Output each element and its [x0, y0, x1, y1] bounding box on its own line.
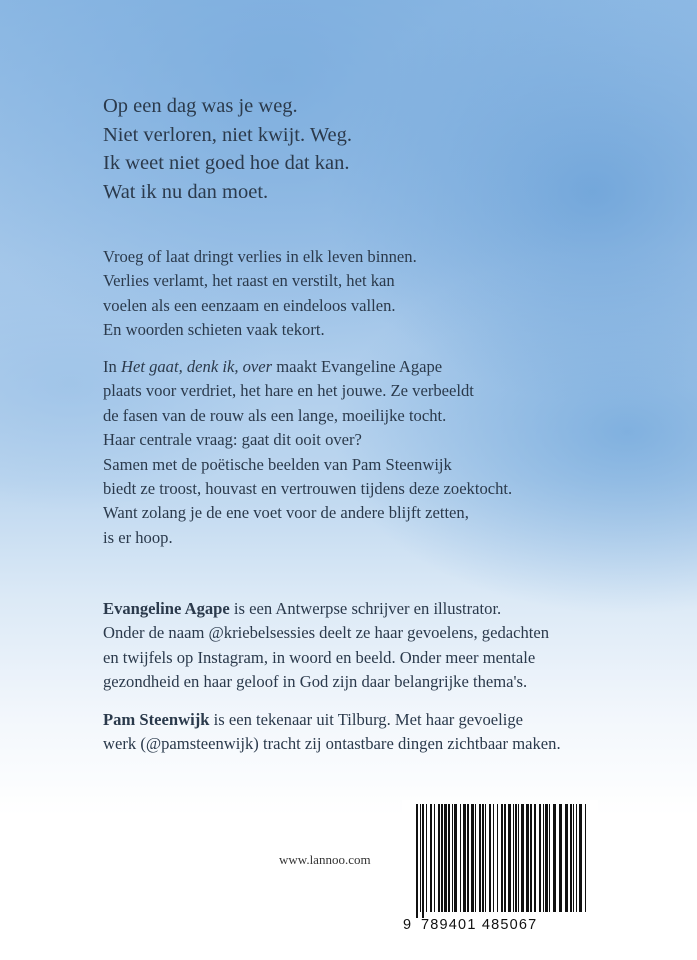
isbn-rest-digits: 789401 485067	[421, 917, 538, 933]
poem-line: Niet verloren, niet kwijt. Weg.	[103, 123, 353, 146]
barcode-bar	[530, 804, 532, 912]
barcode-bar	[508, 804, 511, 912]
barcode-bars-icon	[402, 800, 598, 918]
barcode-bar	[467, 804, 469, 912]
publisher-website[interactable]: www.lannoo.com	[279, 852, 371, 867]
barcode-bar	[463, 804, 466, 912]
blurb-prefix: In	[103, 357, 121, 376]
author-bio	[103, 597, 549, 695]
bio-text: is een tekenaar uit Tilburg. Met haar gevoelige	[209, 710, 523, 729]
barcode-bar	[559, 804, 562, 912]
author-name: Evangeline Agape	[103, 599, 230, 618]
barcode-bar	[441, 804, 443, 912]
poem-line: Wat ik nu dan moet.	[103, 180, 269, 203]
blurb-line: Want zolang je de ene voet voor de andere blijft zetten,	[103, 503, 469, 523]
barcode-bar	[576, 804, 577, 912]
barcode-bar	[549, 804, 550, 912]
barcode-bar	[579, 804, 582, 912]
barcode-bar	[471, 804, 474, 912]
barcode-bar	[479, 804, 481, 912]
barcode-bar	[416, 804, 418, 918]
blurb-intro	[103, 245, 417, 343]
bio-line	[103, 597, 549, 621]
barcode-bar	[482, 804, 484, 912]
barcode-bar	[515, 804, 517, 912]
blurb-line: de fasen van de rouw als een lange, moeilijke tocht.	[103, 405, 447, 425]
barcode-bar	[526, 804, 529, 912]
barcode-bar	[553, 804, 556, 912]
blurb-line: Samen met de poëtische beelden van Pam Steenwijk	[103, 454, 452, 474]
bio-line: Onder de naam @kriebelsessies deelt ze haar gevoelens, gedachten	[103, 623, 550, 643]
barcode-bar	[438, 804, 440, 912]
bio-line: en twijfels op Instagram, in woord en beeld. Onder meer mentale	[103, 647, 536, 667]
barcode-bar	[422, 804, 424, 918]
barcode-bar	[420, 804, 421, 912]
poem	[103, 92, 352, 206]
blurb-suffix: maakt Evangeline Agape	[272, 357, 443, 376]
barcode-bar	[565, 804, 568, 912]
barcode-bar	[434, 804, 435, 912]
illustrator-name: Pam Steenwijk	[103, 710, 210, 729]
barcode-bar	[475, 804, 476, 912]
barcode-bar	[493, 804, 494, 912]
blurb-description	[103, 355, 512, 550]
book-title: Het gaat, denk ik, over	[120, 357, 273, 376]
bio-line: werk (@pamsteenwijk) tracht zij ontastbare dingen zichtbaar maken.	[103, 734, 561, 754]
barcode-bar	[460, 804, 461, 912]
blurb-line: voelen als een eenzaam en eindeloos vallen.	[103, 295, 396, 315]
isbn-first-digit: 9	[403, 917, 413, 933]
barcode-bar	[545, 804, 548, 912]
barcode-bar	[570, 804, 572, 912]
barcode-bar	[489, 804, 491, 912]
blurb-line: is er hoop.	[103, 527, 173, 547]
barcode-bar	[521, 804, 524, 912]
barcode-bar	[513, 804, 514, 912]
barcode-bar	[504, 804, 506, 912]
barcode-bar	[534, 804, 536, 912]
barcode-bar	[539, 804, 541, 912]
barcode-bar	[448, 804, 450, 912]
bio-line	[103, 708, 561, 732]
barcode-bar	[485, 804, 486, 912]
blurb-line: biedt ze troost, houvast en vertrouwen tijdens deze zoektocht.	[103, 479, 513, 499]
barcode-bar	[573, 804, 574, 912]
blurb-line: En woorden schieten vaak tekort.	[103, 320, 325, 340]
blurb-line: Verlies verlamt, het raast en verstilt, het kan	[103, 271, 395, 291]
barcode-bar	[444, 804, 447, 912]
barcode-bar	[497, 804, 498, 912]
barcode-bar	[501, 804, 503, 912]
bio-text: is een Antwerpse schrijver en illustrator.	[229, 599, 502, 618]
barcode-bar	[518, 804, 519, 912]
illustrator-bio	[103, 708, 561, 757]
barcode-bar	[454, 804, 457, 912]
barcode-bar	[543, 804, 544, 912]
blurb-line: Haar centrale vraag: gaat dit ooit over?	[103, 430, 362, 450]
barcode-bar	[426, 804, 427, 912]
poem-line: Op een dag was je weg.	[103, 95, 298, 117]
barcode-bar	[430, 804, 432, 912]
barcode-bar	[452, 804, 453, 912]
bio-line: gezondheid en haar geloof in God zijn daar belangrijke thema's.	[103, 672, 528, 692]
blurb-line: Vroeg of laat dringt verlies in elk leven binnen.	[103, 247, 417, 266]
blurb-line: plaats voor verdriet, het hare en het jouwe. Ze verbeeldt	[103, 381, 474, 401]
blurb-line-title	[103, 355, 512, 379]
poem-line: Ik weet niet goed hoe dat kan.	[103, 152, 350, 174]
barcode-bar	[585, 804, 586, 912]
